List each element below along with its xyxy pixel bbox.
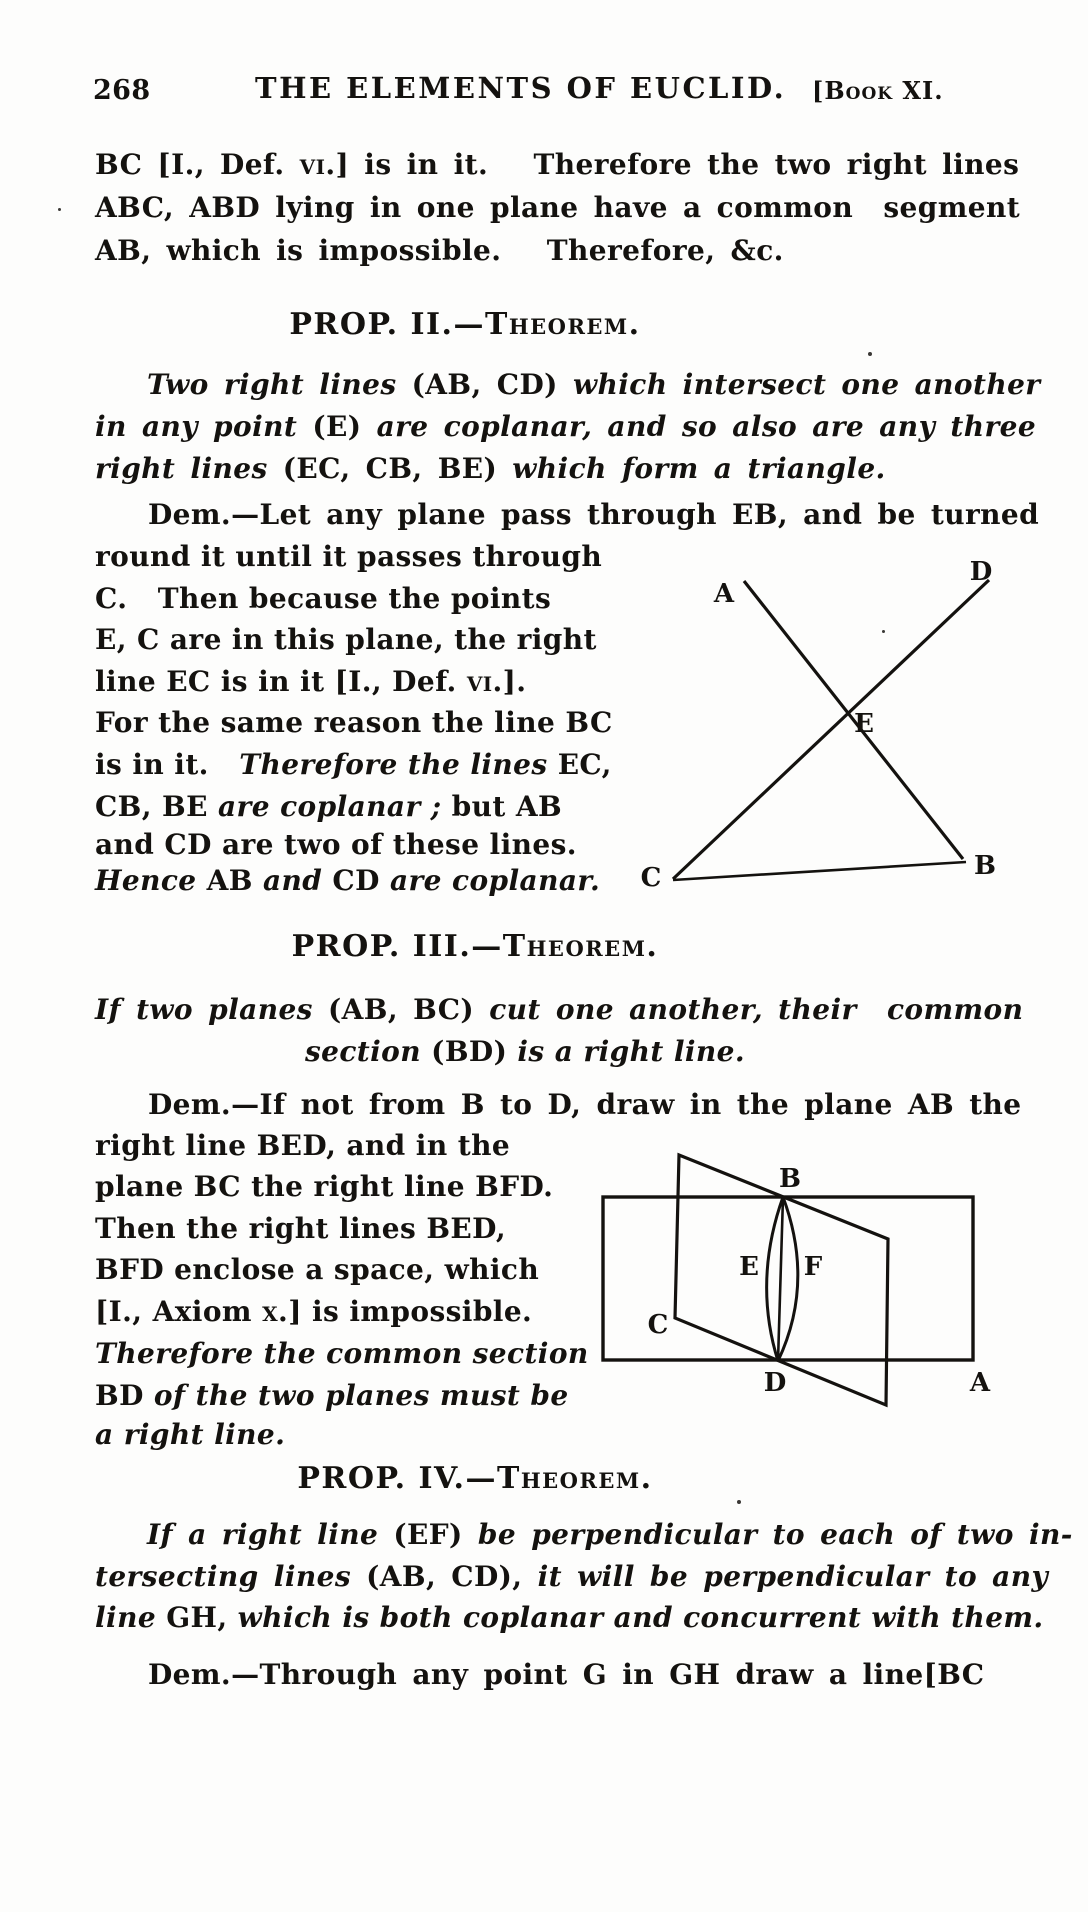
prop4-heading: PROP. IV.—Theorem. [297, 1461, 653, 1496]
scan-speck [737, 1500, 741, 1504]
point-label-F: F [803, 1252, 823, 1282]
point-label-D: D [969, 557, 993, 587]
prop3-dem-line: a right line. [95, 1418, 286, 1451]
prop2-dem-line: For the same reason the line BC [95, 706, 613, 739]
prop2-dem-line: and CD are two of these lines. [95, 828, 577, 861]
page-number: 268 [93, 75, 151, 106]
point-label-A: A [969, 1368, 991, 1398]
prop3-dem-line: BFD enclose a space, which [95, 1253, 540, 1286]
scan-speck [58, 208, 61, 211]
point-label-B: B [974, 851, 996, 881]
prop3-statement-line: section (BD) is a right line. [304, 1035, 746, 1068]
prop4-statement-line: line GH, which is both coplanar and concurrent with them. [95, 1601, 1044, 1634]
point-label-A: A [713, 579, 735, 609]
prop2-dem-line: Dem.—Let any plane pass through EB, and be turned [148, 498, 1040, 531]
point-label-B: B [779, 1164, 801, 1194]
prop3-dem-line: Dem.—If not from B to D, draw in the plane AB the [148, 1088, 1022, 1121]
prop2-dem-line: line EC is in it [I., Def. vi.]. [95, 665, 527, 698]
prop2-dem-line: Hence AB and CD are coplanar. [95, 864, 601, 897]
prop2-dem-line: round it until it passes through [95, 540, 603, 573]
prop2-dem-line: E, C are in this plane, the right [95, 623, 597, 656]
prop3-dem-line: Therefore the common section [95, 1337, 589, 1370]
prop3-dem-line: right line BED, and in the [95, 1129, 511, 1162]
point-label-D: D [763, 1368, 787, 1398]
prop4-dem-line: Dem.—Through any point G in GH draw a line[BC [148, 1658, 985, 1691]
line-CB [673, 862, 966, 880]
prop2-dem-line: CB, BE are coplanar ; but AB [95, 790, 563, 823]
prop3-heading: PROP. III.—Theorem. [291, 929, 659, 964]
text-line: BC [I., Def. vi.] is in it. Therefore the two right lines [95, 148, 1020, 181]
prop2-statement-line: right lines (EC, CB, BE) which form a triangle. [95, 452, 886, 485]
running-title: THE ELEMENTS OF EUCLID. [255, 71, 787, 105]
book-label: [Book XI. [812, 76, 944, 105]
prop3-dem-line: plane BC the right line BFD. [95, 1170, 554, 1203]
prop4-statement-line: tersecting lines (AB, CD), it will be perpendicular to any [95, 1560, 1049, 1593]
prop3-dem-line: Then the right lines BED, [95, 1212, 506, 1245]
point-label-E: E [739, 1252, 759, 1282]
text-line: ABC, ABD lying in one plane have a common segment [95, 191, 1021, 224]
prop2-diagram [600, 545, 1000, 895]
prop3-diagram [595, 1140, 1015, 1430]
line-BD [778, 1197, 783, 1361]
point-label-E: E [854, 709, 874, 739]
prop2-heading: PROP. II.—Theorem. [289, 307, 641, 342]
point-label-C: C [640, 863, 662, 893]
prop2-statement-line: in any point (E) are coplanar, and so also are any three [95, 410, 1037, 443]
prop4-statement-line: If a right line (EF) be perpendicular to each of two in- [147, 1518, 1073, 1551]
scan-speck [868, 352, 872, 356]
prop2-statement-line: Two right lines (AB, CD) which intersect one another [147, 368, 1041, 401]
text-line: AB, which is impossible. Therefore, &c. [95, 234, 784, 267]
prop2-dem-line: is in it. Therefore the lines EC, [95, 748, 612, 781]
scan-speck [882, 630, 885, 633]
prop2-dem-line: C. Then because the points [95, 582, 552, 615]
prop3-dem-line: [I., Axiom x.] is impossible. [95, 1295, 533, 1328]
prop3-statement-line: If two planes (AB, BC) cut one another, their common [95, 993, 1024, 1026]
prop3-dem-line: BD of the two planes must be [95, 1379, 569, 1412]
point-label-C: C [647, 1310, 669, 1340]
